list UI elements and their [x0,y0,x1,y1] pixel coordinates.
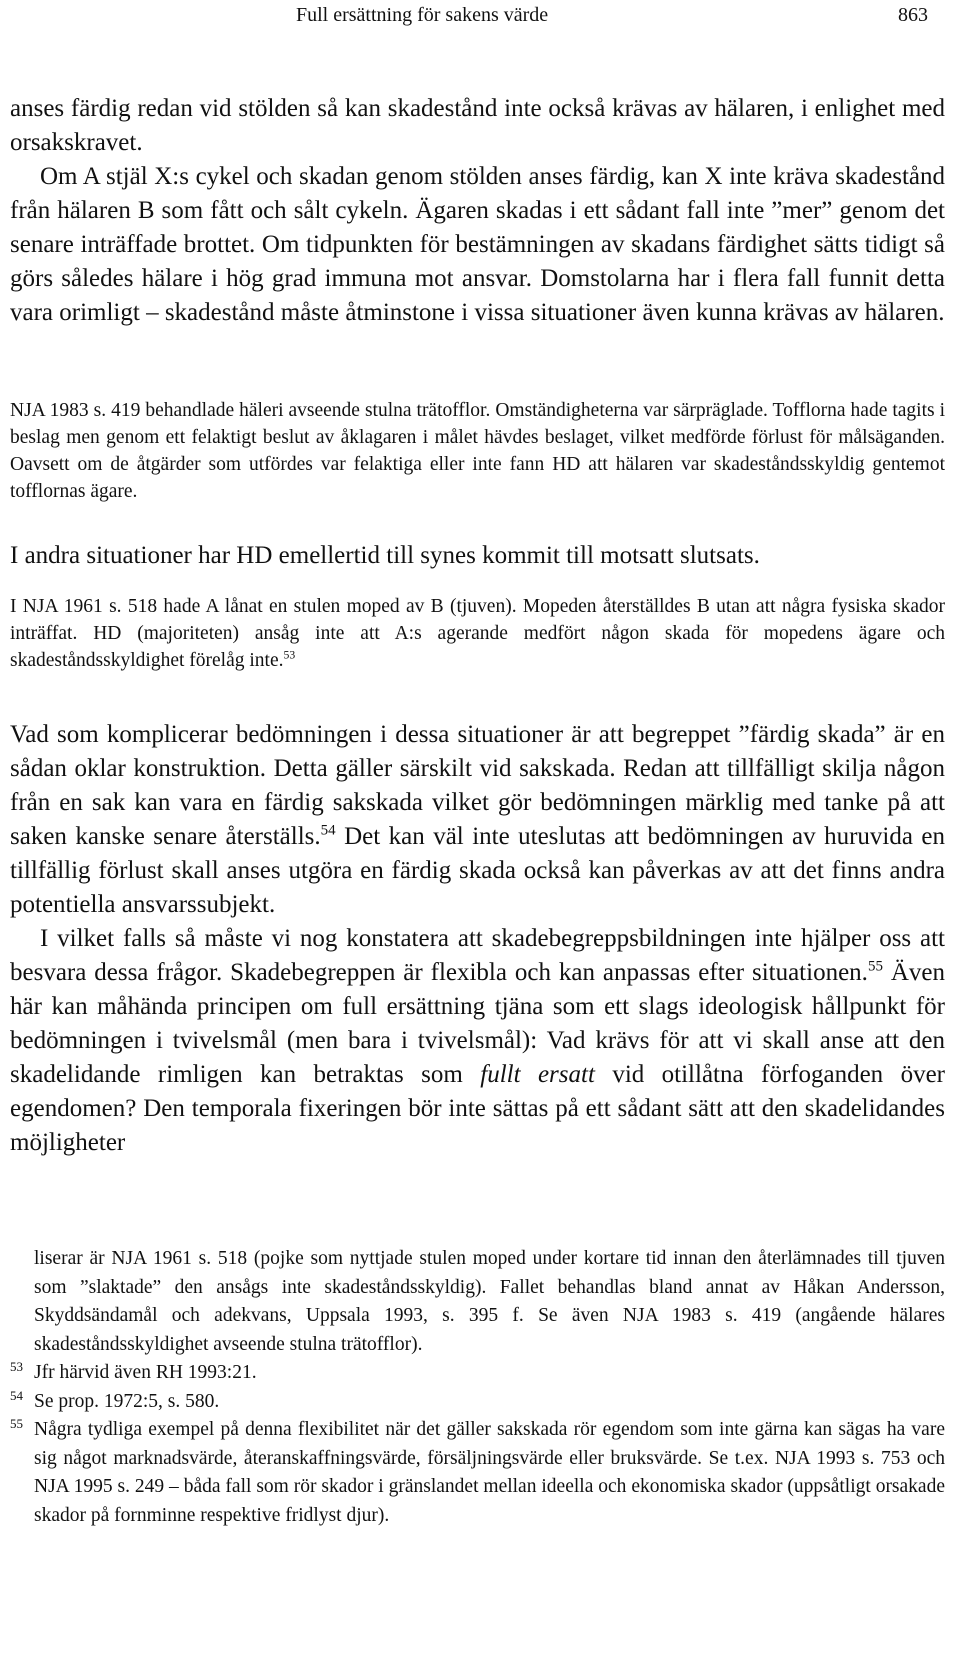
body-paragraph-1 [10,92,945,330]
paragraph-text-a: Vad som komplicerar bedömningen i dessa situationer är att begreppet ”färdig skada” är en sådan oklar konstruktion. Detta gäller särskilt vid sakskada. Redan att tillfälligt skilja någon från en sak kan vara en färdig sakskada vilket gör bedömningen märklig med tanke på att saken kanske senare återställs. [10,721,945,850]
footnote-54 [10,1388,945,1417]
paragraph-text: I andra situationer har HD emellertid till synes kommit till motsatt slutsats. [10,542,760,569]
footnote-continuation: liserar är NJA 1961 s. 518 (pojke som nyttjade stulen moped under kortare tid innan den återlämnades till tjuven som ”slaktade” den ansågs inte skadeståndsskyldig). Fallet behandlas bland annat av Håkan Andersson, Skyddsändamål och adekvans, Uppsala 1993, s. 395 f. Se även NJA 1983 s. 419 (angående hälares skadeståndsskyldighet avseende stulna trätofflor). [34,1248,945,1355]
paragraph-continuation: anses färdig redan vid stölden så kan skadestånd inte också krävas av hälaren, i enlighet med orsakskravet. [10,95,945,156]
paragraph-conclusion [10,922,945,1160]
page-number: 863 [898,4,928,26]
footnote-ref-53[interactable]: 53 [283,648,296,662]
footnote-text: Några tydliga exempel på denna flexibilitet när det gäller sakskada rör egendom som inte gärna kan sägas ha vare sig något marknadsvärde, återanskaffningsvärde, försäljningsvärde eller bruksvärde. Se t.ex. NJA 1993 s. 753 och NJA 1995 s. 249 – båda fall som rör skador i gränslandet mellan ideella och ekonomiska skador (uppsåtligt orsakade skador på fornminne respektive fridlyst djur). [34,1419,945,1526]
case-note-nja-1961 [10,593,945,674]
paragraph-theft-example: Om A stjäl X:s cykel och skadan genom stölden anses färdig, kan X inte kräva skadestånd från hälaren B som fått och sålt cykeln. Ägaren skadas i ett sådant fall inte ”mer” genom det senare inträffade brottet. Om tidpunkten för bestämningen av skadans färdighet sätts tidigt så görs således hälare i hög grad immuna mot ansvar. Domstolarna har i flera fall funnit detta vara orimligt – skadestånd måste åtminstone i vissa situationer även kunna krävas av hälaren. [10,163,945,326]
footnote-number: 54 [10,1387,23,1403]
case-note-nja-1983 [10,397,945,505]
paragraph-text-b: Även här kan måhända principen om full ersättning tjäna som ett slags ideologisk hållpunkt för bedömningen i tvivelsmål (men bara i tvivelsmål): Vad krävs för att vi skall anse att den skadelidande rimligen kan betraktas som [10,959,945,1088]
footnote-number: 53 [10,1359,23,1374]
running-head [0,4,960,28]
emphasis-fullt-ersatt: fullt ersatt [480,1061,595,1088]
footnote-text: Jfr härvid även RH 1993:21. [34,1362,257,1383]
footnote-53 [10,1359,945,1388]
footnote-ref-54[interactable]: 54 [320,822,336,839]
footnote-55 [10,1416,945,1530]
body-paragraph-2 [10,539,945,573]
case-note-text: NJA 1983 s. 419 behandlade häleri avseende stulna trätofflor. Omständigheterna var särpräglade. Tofflorna hade tagits i beslag men genom ett felaktigt beslut av åklagaren i målet hävdes beslaget, vilket medförde förlust för målsäganden. Oavsett om de åtgärder som utfördes var felaktiga eller inte fann HD att hälaren var skadeståndsskyldig gentemot tofflornas ägare. [10,400,945,502]
paragraph-complication [10,718,945,922]
footnote-number: 55 [10,1416,23,1431]
paragraph-text-b: Det kan väl inte uteslutas att bedömningen av huruvida en tillfällig förlust skall anses utgöra en färdig skada också kan påverkas av att det finns andra potentiella ansvarssubjekt. [10,823,946,918]
footnotes-section [10,1245,945,1530]
case-note-body: I NJA 1961 s. 518 hade A lånat en stulen moped av B (tjuven). Mopeden återställdes B utan att några fysiska skador inträffat. HD (majoriteten) ansåg inte att A:s agerande medfört någon skada för mopedens ägare och skadeståndsskyldighet förelåg inte. [10,596,945,671]
footnote-text: Se prop. 1972:5, s. 580. [34,1390,220,1412]
body-paragraph-3 [10,718,945,1160]
paragraph-text-a: I vilket falls så måste vi nog konstatera att skadebegreppsbildningen inte hjälper oss att besvara dessa frågor. Skadebegreppen är flexibla och kan anpassas efter situationen. [10,925,945,986]
footnote-ref-55[interactable]: 55 [867,958,883,975]
running-title: Full ersättning för sakens värde [296,4,549,26]
paragraph-text-c: vid otillåtna förfoganden över egendomen? Den temporala fixeringen bör inte sättas på ett sådant sätt att den skadelidandes möjligheter [10,1061,945,1156]
case-note-text [10,593,945,674]
